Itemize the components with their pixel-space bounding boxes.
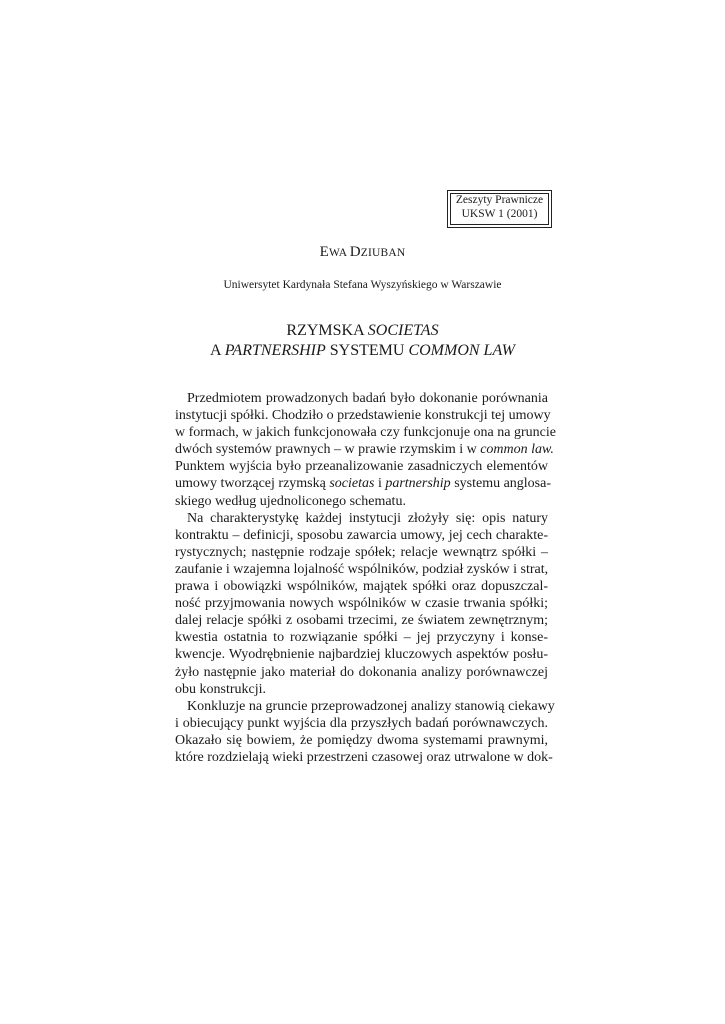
text-line: obu konstrukcji. [175, 681, 266, 697]
text-line: prawa i obowiązki wspólników, majątek spółki oraz dopuszczal- [175, 579, 548, 595]
text-line: kwestia ostatnia to rozwiązanie spółki – jej przyczyny i konse- [175, 630, 548, 646]
journal-info-box [447, 190, 552, 228]
article-title-line-1: RZYMSKA SOCIETAS [286, 322, 439, 339]
text-line: które rozdzielają wieki przestrzeni czasowej oraz utrwalone w dok- [175, 749, 553, 765]
journal-name: Zeszyty Prawnicze [455, 194, 544, 206]
text-line: skiego według ujednoliconego schematu. [175, 493, 406, 509]
text-line: instytucji spółki. Chodziło o przedstawienie konstrukcji tej umowy [175, 408, 551, 424]
text-line: zaufanie i wzajemna lojalność wspólników, podział zysków i strat, [175, 561, 549, 577]
text-line: umowy tworzącej rzymską societas i partnership systemu anglosa- [175, 476, 552, 492]
author-affiliation: Uniwersytet Kardynała Stefana Wyszyńskiego w Warszawie [223, 279, 502, 291]
text-line: kwencje. Wyodrębnienie najbardziej kluczowych aspektów posłu- [175, 647, 548, 663]
text-line: ność przyjmowania nowych wspólników w czasie trwania spółki; [175, 596, 548, 612]
journal-issue: UKSW 1 (2001) [461, 208, 538, 220]
text-line: Konkluzje na gruncie przeprowadzonej analizy stanowią ciekawy [187, 698, 555, 714]
text-line: dalej relacje spółki z osobami trzecimi, ze światem zewnętrznym; [175, 613, 548, 629]
text-line: rystycznych; następnie rodzaje spółek; relacje wewnątrz spółki – [175, 544, 548, 560]
text-line: w formach, w jakich funkcjonowała czy funkcjonuje ona na gruncie [175, 425, 556, 441]
text-line: Punktem wyjścia było przeanalizowanie zasadniczych elementów [175, 459, 548, 475]
text-line: Przedmiotem prowadzonych badań było dokonanie porównania [187, 391, 548, 406]
article-title-line-2: A PARTNERSHIP SYSTEMU COMMON LAW [210, 342, 515, 359]
text-line: i obiecujący punkt wyjścia dla przyszłych badań porównawczych. [175, 715, 548, 731]
text-line: kontraktu – definicji, sposobu zawarcia umowy, jej cech charakte- [175, 527, 548, 543]
text-line: Na charakterystykę każdej instytucji złożyły się: opis natury [187, 510, 548, 526]
author-name: EWA DZIUBAN [319, 244, 406, 260]
article-body [175, 390, 556, 766]
text-line: żyło następnie jako materiał do dokonania analizy porównawczej [175, 664, 548, 680]
text-line: dwóch systemów prawnych – w prawie rzymskim i w common law. [175, 442, 554, 458]
text-line: Okazało się bowiem, że pomiędzy dwoma systemami prawnymi, [175, 732, 548, 748]
